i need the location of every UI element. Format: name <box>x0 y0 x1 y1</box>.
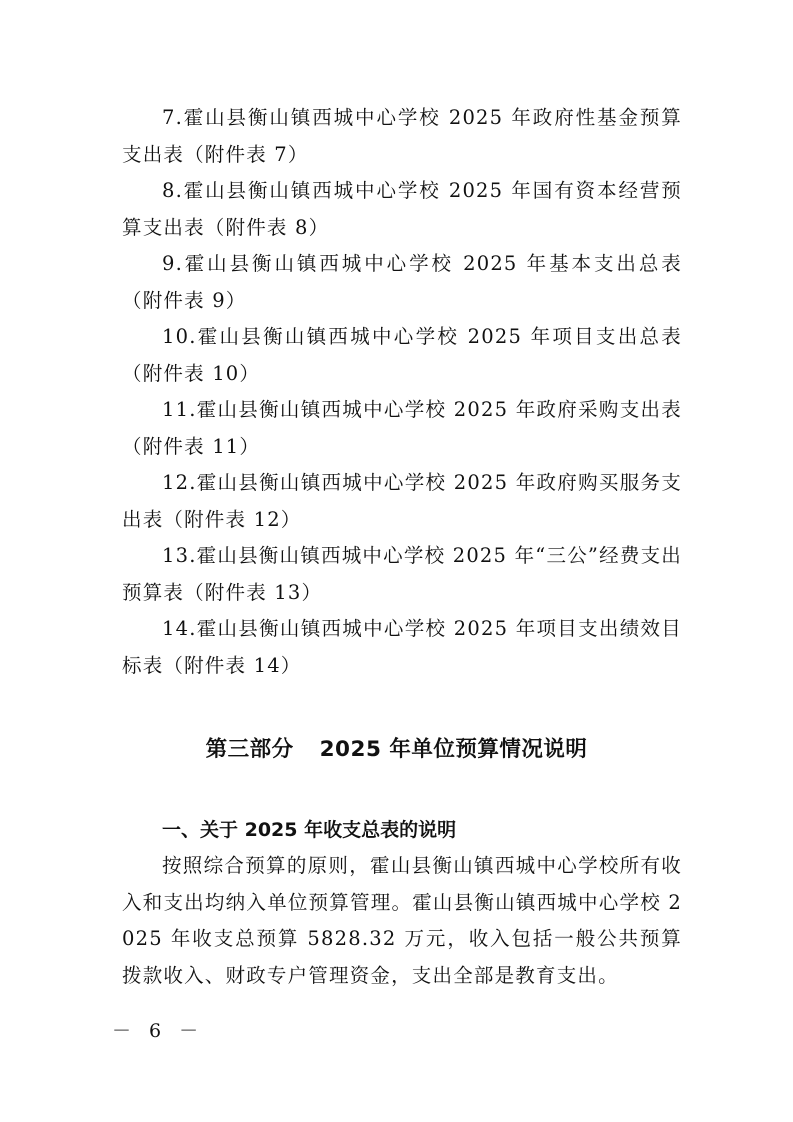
section-heading <box>0 732 793 763</box>
attachment-table-list <box>122 100 682 684</box>
list-item: 14.霍山县衡山镇西城中心学校 2025 年项目支出绩效目标表（附件表 14） <box>122 617 682 677</box>
list-item: 12.霍山县衡山镇西城中心学校 2025 年政府购买服务支出表（附件表 12） <box>122 471 682 531</box>
body-paragraph: 按照综合预算的原则，霍山县衡山镇西城中心学校所有收入和支出均纳入单位预算管理。霍山县衡山镇西城中心学校 2025 年收支总预算 5828.32 万元，收入包括一般公共预算拨款收入、财政专户管理资金，支出全部是教育支出。 <box>122 854 682 987</box>
list-item: 9.霍山县衡山镇西城中心学校 2025 年基本支出总表（附件表 9） <box>122 252 682 312</box>
page-number: － 6 － <box>112 1020 205 1042</box>
list-item: 10.霍山县衡山镇西城中心学校 2025 年项目支出总表（附件表 10） <box>122 325 682 385</box>
section-title-text: 2025 年单位预算情况说明 <box>319 737 588 762</box>
list-item: 8.霍山县衡山镇西城中心学校 2025 年国有资本经营预算支出表（附件表 8） <box>122 179 682 239</box>
section-part-label: 第三部分 <box>205 737 294 762</box>
list-item: 13.霍山县衡山镇西城中心学校 2025 年“三公”经费支出预算表（附件表 13） <box>122 544 682 604</box>
list-item: 11.霍山县衡山镇西城中心学校 2025 年政府采购支出表（附件表 11） <box>122 398 682 458</box>
subsection-heading: 一、关于 2025 年收支总表的说明 <box>162 819 457 841</box>
list-item: 7.霍山县衡山镇西城中心学校 2025 年政府性基金预算支出表（附件表 7） <box>122 106 682 166</box>
